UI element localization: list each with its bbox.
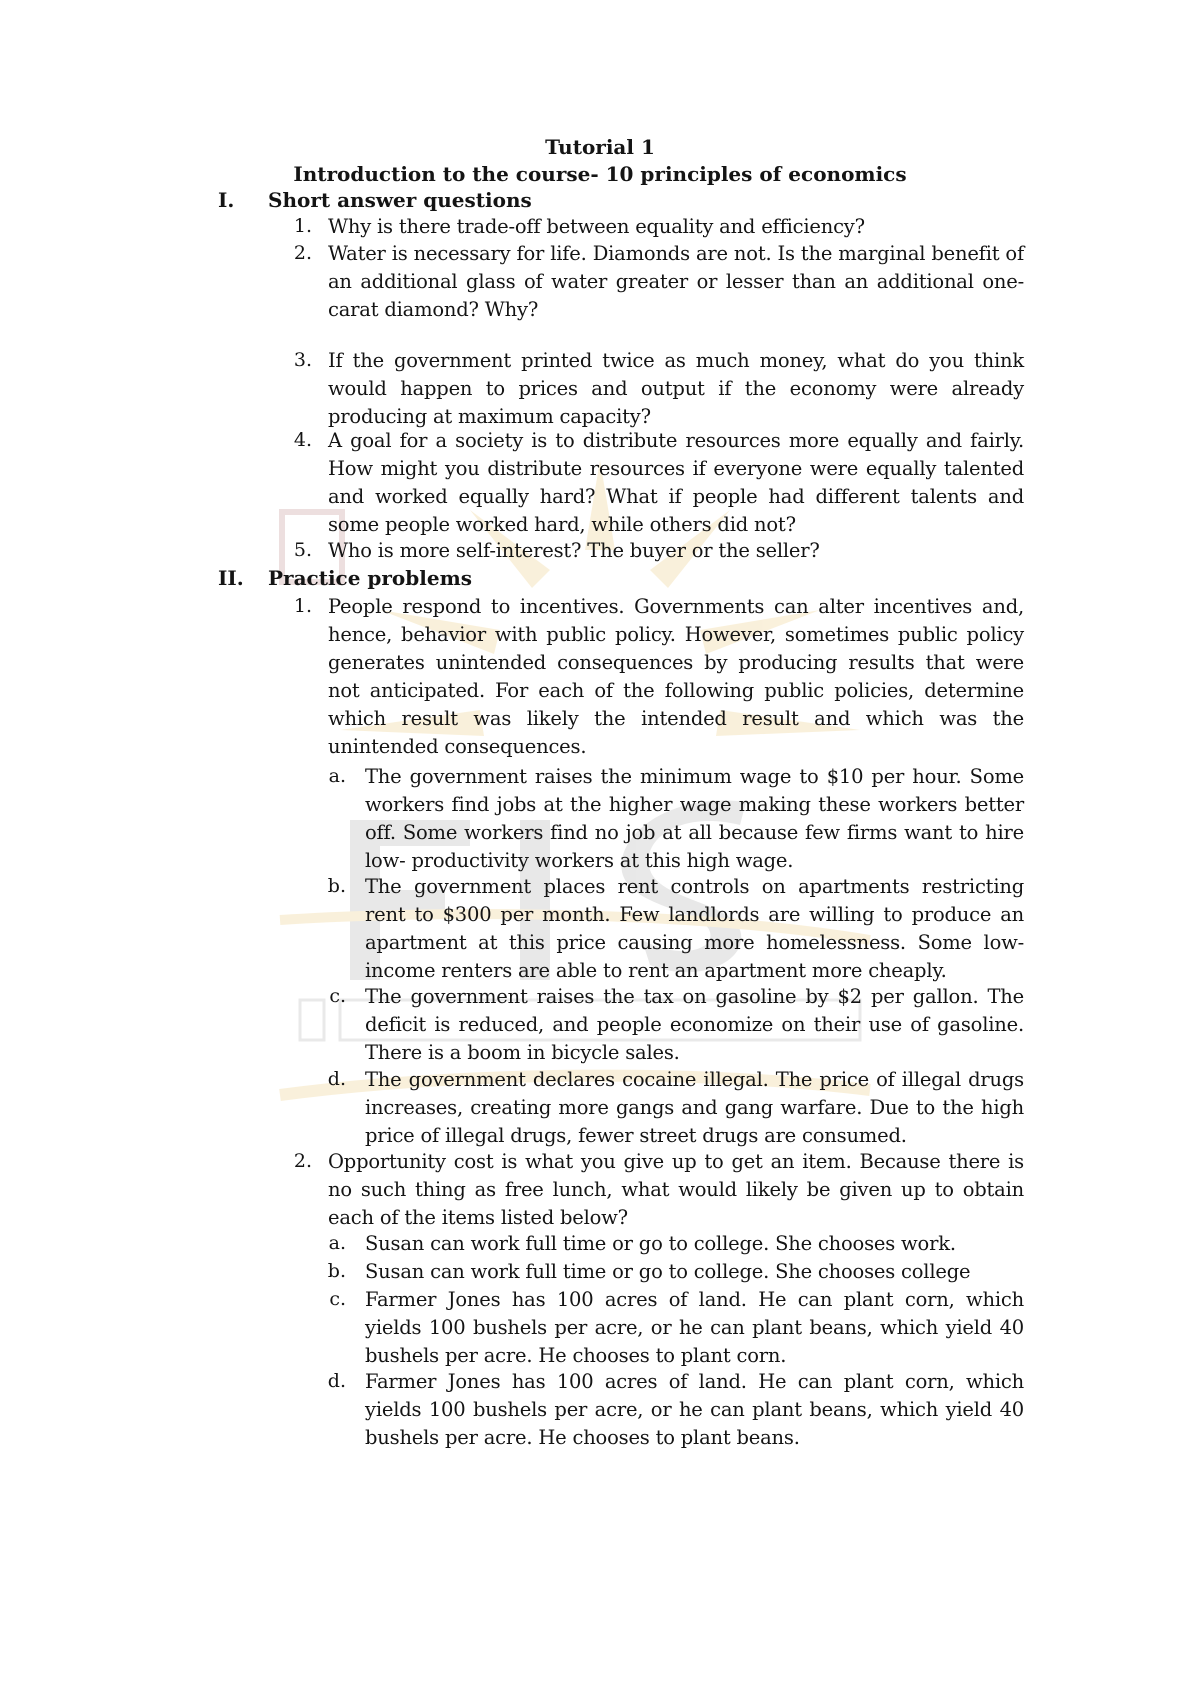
- sub-item-text: Farmer Jones has 100 acres of land. He can plant corn, which yields 100 bushels per acre, or he can plant beans, which yield 40 bushels per acre. He chooses to plant corn.: [365, 1288, 1024, 1367]
- section-1-numeral: I.: [218, 188, 235, 212]
- question-text: Who is more self-interest? The buyer or the seller?: [328, 539, 820, 562]
- sub-item-letter: d.: [327, 1370, 346, 1392]
- sub-item-text: Susan can work full time or go to college. She chooses work.: [365, 1232, 956, 1255]
- question-number: 3.: [293, 349, 312, 371]
- sub-item-text: Susan can work full time or go to college. She chooses college: [365, 1260, 971, 1283]
- problem-number: 2.: [293, 1150, 312, 1172]
- sub-item-letter: b.: [327, 1260, 346, 1282]
- sub-item-letter: a.: [328, 1232, 346, 1254]
- tutorial-subtitle: Introduction to the course- 10 principles of economics: [293, 162, 907, 186]
- sub-item-text: The government raises the tax on gasoline by $2 per gallon. The deficit is reduced, and people economize on their use of gasoline. There is a boom in bicycle sales.: [365, 985, 1024, 1064]
- sub-item-text: The government declares cocaine illegal. The price of illegal drugs increases, creating more gangs and gang warfare. Due to the high price of illegal drugs, fewer street drugs are consumed.: [365, 1068, 1024, 1147]
- tutorial-title: Tutorial 1: [545, 135, 655, 159]
- sub-item-letter: c.: [329, 985, 346, 1007]
- question-number: 1.: [293, 215, 312, 237]
- question-number: 5.: [293, 539, 312, 561]
- question-number: 2.: [293, 242, 312, 264]
- section-2-heading: Practice problems: [268, 566, 473, 590]
- sub-item-text: The government places rent controls on apartments restricting rent to $300 per month. Few landlords are willing to produce an apartment at this price causing more homelessness. Some low-income renters are able to rent an apartment more cheaply.: [365, 875, 1024, 982]
- question-number: 4.: [293, 429, 312, 451]
- question-text: A goal for a society is to distribute resources more equally and fairly. How might you distribute resources if everyone were equally talented and worked equally hard? What if people had different talents and some people worked hard, while others did not?: [328, 429, 1024, 536]
- sub-item-letter: c.: [329, 1288, 346, 1310]
- section-2-numeral: II.: [218, 566, 244, 590]
- sub-item-letter: d.: [327, 1068, 346, 1090]
- problem-text: Opportunity cost is what you give up to get an item. Because there is no such thing as free lunch, what would likely be given up to obtain each of the items listed below?: [328, 1150, 1024, 1229]
- sub-item-text: Farmer Jones has 100 acres of land. He can plant corn, which yields 100 bushels per acre, or he can plant beans, which yield 40 bushels per acre. He chooses to plant beans.: [365, 1370, 1024, 1449]
- problem-text: People respond to incentives. Governments can alter incentives and, hence, behavior with public policy. However, sometimes public policy generates unintended consequences by producing results that were not anticipated. For each of the following public policies, determine which result was likely the intended result and which was the unintended consequences.: [328, 595, 1024, 758]
- problem-number: 1.: [293, 595, 312, 617]
- question-text: If the government printed twice as much money, what do you think would happen to prices and output if the economy were already producing at maximum capacity?: [328, 349, 1024, 428]
- sub-item-letter: b.: [327, 875, 346, 897]
- sub-item-letter: a.: [328, 765, 346, 787]
- question-text: Why is there trade-off between equality and efficiency?: [328, 215, 865, 238]
- question-text: Water is necessary for life. Diamonds are not. Is the marginal benefit of an additional glass of water greater or lesser than an additional one-carat diamond? Why?: [328, 242, 1024, 321]
- sub-item-text: The government raises the minimum wage to $10 per hour. Some workers find jobs at the higher wage making these workers better off. Some workers find no job at all because few firms want to hire low- productivity workers at this high wage.: [365, 765, 1024, 872]
- section-1-heading: Short answer questions: [268, 188, 532, 212]
